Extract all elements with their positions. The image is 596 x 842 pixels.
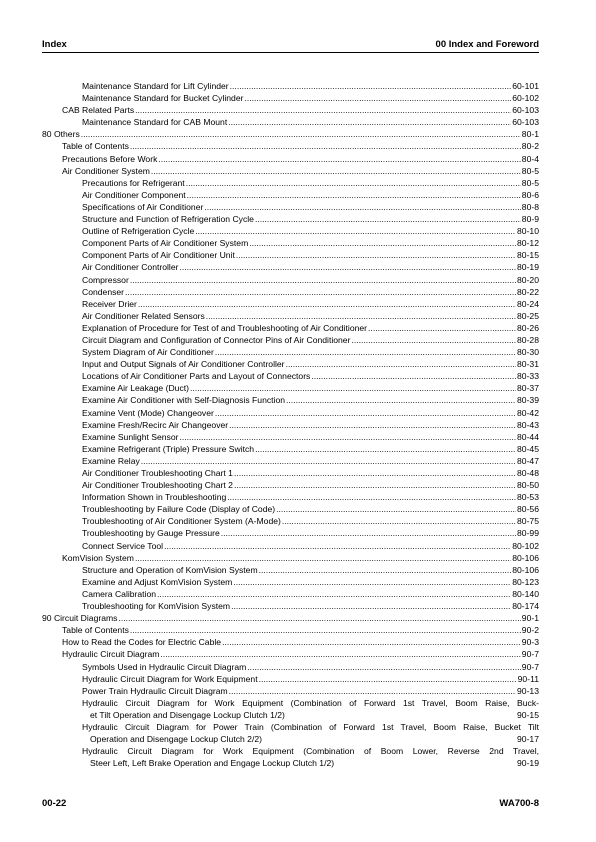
header-chapter-title: 00 Index and Foreword [435,39,539,50]
toc-entry-title: Component Parts of Air Conditioner System [82,238,249,249]
toc-entry-title-line2: Operation and Disengage Lockup Clutch 2/2) [90,734,262,745]
toc-entry-page: 80-47 [517,455,539,466]
dot-leader [215,346,516,358]
toc-entry-page: 80-6 [521,189,539,200]
toc-entry[interactable] [42,322,539,334]
toc-entry-title: Maintenance Standard for CAB Mount [82,117,228,128]
toc-entry-page: 80-123 [512,576,539,587]
toc-entry-title: Examine Vent (Mode) Changeover [82,407,214,418]
toc-entry[interactable] [42,685,539,697]
dot-leader [151,165,521,177]
dot-leader [228,116,511,128]
toc-entry-title: Air Conditioner Troubleshooting Chart 1 [82,468,233,478]
dot-leader [247,661,521,673]
toc-entry-title: Explanation of Procedure for Test of and Troubleshooting of Air Conditioner [82,322,368,333]
dot-leader [157,588,511,600]
toc-entry-page: 90-7 [521,661,539,672]
toc-entry-page: 80-43 [517,419,539,430]
dot-leader [282,515,516,527]
toc-entry[interactable] [42,612,539,624]
toc-entry-page: 80-39 [517,395,539,406]
toc-entry-title: Examine Refrigerant (Triple) Pressure Switch [82,443,255,454]
toc-entry[interactable] [42,455,539,467]
dot-leader [244,92,511,104]
toc-entry-title: Structure and Function of Refrigeration Cycle [82,214,254,225]
toc-entry-title: Precautions Before Work [62,153,158,164]
dot-leader [180,431,517,443]
toc-entry-page: 60-103 [512,105,539,116]
dot-leader [233,576,511,588]
toc-entry-page: 80-48 [517,468,539,478]
toc-entry[interactable] [42,128,539,140]
toc-entry-page: 80-5 [521,165,539,176]
header-section-title: Index [42,39,67,50]
dot-leader [221,527,516,539]
toc-entry-page: 80-12 [517,238,539,249]
dot-leader [234,479,516,491]
toc-entry-title: Circuit Diagram and Configuration of Connector Pins of Air Conditioner [82,334,351,345]
toc-entry[interactable] [42,407,539,419]
toc-entry[interactable] [42,104,539,116]
header-rule [42,52,539,53]
toc-entry[interactable] [42,298,539,310]
toc-entry-multiline[interactable] [42,745,539,769]
dot-leader [130,274,516,286]
toc-entry-page: 60-103 [512,117,539,128]
toc-entry-page: 80-50 [517,480,539,491]
toc-entry-title: Locations of Air Conditioner Parts and Layout of Connectors [82,371,311,382]
toc-entry[interactable] [42,165,539,177]
toc-entry-title: Troubleshooting of Air Conditioner System (A-Mode) [82,516,281,527]
toc-entry[interactable] [42,189,539,201]
toc-entry[interactable] [42,310,539,322]
toc-entry-title: Table of Contents [62,141,129,152]
toc-entry-title: Air Conditioner Troubleshooting Chart 2 [82,480,233,491]
dot-leader [255,443,516,455]
toc-entry-title: Structure and Operation of KomVision System [82,564,258,575]
toc-entry-title: Examine Air Leakage (Duct) [82,383,189,394]
dot-leader [259,564,512,576]
toc-entry-page: 80-106 [512,552,539,563]
toc-entry[interactable] [42,673,539,685]
toc-entry-title: Symbols Used in Hydraulic Circuit Diagram [82,661,247,672]
dot-leader [81,128,521,140]
dot-leader [222,636,521,648]
dot-leader [351,334,516,346]
dot-leader [286,358,516,370]
toc-entry-title: Air Conditioner System [62,165,150,176]
toc-entry-page: 80-1 [521,129,539,140]
toc-entry[interactable] [42,346,539,358]
dot-leader [160,648,520,660]
toc-entry-title-line2: Steer Left, Left Brake Operation and Engage Lockup Clutch 1/2) [90,758,335,769]
toc-entry[interactable] [42,153,539,165]
toc-entry-page: 80-22 [517,286,539,297]
toc-entry-title: Air Conditioner Controller [82,262,179,273]
dot-leader [130,140,521,152]
toc-entry-page: 80-99 [517,528,539,539]
toc-entry-title: KomVision System [62,552,134,563]
toc-entry-title: 90 Circuit Diagrams [42,613,118,624]
toc-entry-title: Information Shown in Troubleshooting [82,492,227,503]
toc-entry-page: 90-3 [521,637,539,648]
toc-entry[interactable] [42,80,539,92]
toc-entry-page: 80-102 [512,540,539,551]
toc-entry-title: Maintenance Standard for Lift Cylinder [82,81,229,91]
dot-leader [135,552,511,564]
toc-entry-page: 80-8 [521,201,539,212]
toc-entry[interactable] [42,225,539,237]
toc-entry-title: Hydraulic Circuit Diagram for Work Equipment [82,673,258,684]
dot-leader [286,394,516,406]
toc-entry[interactable] [42,92,539,104]
page-number: 00-22 [42,798,67,809]
toc-entry[interactable] [42,370,539,382]
toc-entry[interactable] [42,334,539,346]
toc-entry-page: 80-10 [517,226,539,237]
dot-leader [164,540,511,552]
toc-entry-title-line1: Hydraulic Circuit Diagram for Work Equipment (Combination of Forward 1st Travel, Boom Raise, Buck- [82,697,539,708]
toc-entry-title: CAB Related Parts [62,105,135,116]
toc-entry[interactable] [42,261,539,273]
toc-entry-page: 80-15 [517,250,539,261]
toc-entry-title: Condenser [82,286,125,297]
dot-leader [138,298,516,310]
toc-entry-page: 90-15 [517,709,539,720]
table-of-contents [42,80,539,769]
toc-entry-page: 90-7 [521,649,539,660]
toc-entry-title: Examine Sunlight Sensor [82,431,179,442]
toc-entry-title: Maintenance Standard for Bucket Cylinder [82,93,244,104]
toc-entry-page: 80-33 [517,371,539,382]
toc-entry-multiline[interactable] [42,697,539,721]
toc-entry-page: 80-30 [517,347,539,358]
page-footer [42,798,539,809]
toc-entry[interactable] [42,394,539,406]
toc-entry[interactable] [42,527,539,539]
toc-entry-page: 80-75 [517,516,539,527]
toc-entry-title: Air Conditioner Component [82,189,186,200]
toc-entry-title: How to Read the Codes for Electric Cable [62,637,222,648]
dot-leader [227,491,516,503]
toc-entry-title: Outline of Refrigeration Cycle [82,226,195,237]
toc-entry-page: 90-13 [517,685,539,696]
toc-entry[interactable] [42,213,539,225]
toc-entry-title: Connect Service Tool [82,540,164,551]
toc-entry-page: 80-2 [521,141,539,152]
toc-entry[interactable] [42,116,539,128]
dot-leader [195,225,516,237]
dot-leader [255,213,521,225]
toc-entry-page: 60-102 [512,93,539,104]
toc-entry-multiline[interactable] [42,721,539,745]
toc-entry-title: 80 Others [42,129,80,140]
toc-entry-page: 80-42 [517,407,539,418]
toc-entry-page: 80-56 [517,504,539,515]
toc-entry[interactable] [42,564,539,576]
toc-entry-page: 80-28 [517,334,539,345]
toc-entry-title: Troubleshooting by Gauge Pressure [82,528,220,539]
dot-leader [125,286,516,298]
toc-entry-title: Examine and Adjust KomVision System [82,576,233,587]
toc-entry-title: Component Parts of Air Conditioner Unit [82,250,235,261]
toc-entry[interactable] [42,588,539,600]
toc-entry-page: 80-19 [517,262,539,273]
toc-entry[interactable] [42,661,539,673]
toc-entry[interactable] [42,648,539,660]
toc-entry-page: 80-44 [517,431,539,442]
toc-entry[interactable] [42,576,539,588]
dot-leader [249,237,516,249]
toc-entry-page: 80-24 [517,298,539,309]
dot-leader [230,80,512,92]
dot-leader [118,612,520,624]
dot-leader [259,673,517,685]
toc-entry-title: Examine Relay [82,455,140,466]
dot-leader [234,467,516,479]
toc-entry[interactable] [42,443,539,455]
dot-leader [368,322,516,334]
toc-entry-page: 90-2 [521,625,539,636]
toc-entry-page: 90-11 [517,673,539,684]
toc-entry[interactable] [42,419,539,431]
toc-entry-title: Specifications of Air Conditioner [82,201,204,212]
toc-entry[interactable] [42,249,539,261]
dot-leader [179,261,516,273]
toc-entry-page: 80-26 [517,322,539,333]
toc-entry-page: 80-53 [517,492,539,503]
toc-entry[interactable] [42,636,539,648]
toc-entry-title-line2: et Tilt Operation and Disengage Lockup Clutch 1/2) [90,709,285,720]
toc-entry-page: 80-37 [517,383,539,394]
toc-entry-page: 90-19 [517,758,539,769]
dot-leader [141,455,516,467]
toc-entry[interactable] [42,624,539,636]
toc-entry[interactable] [42,503,539,515]
toc-entry[interactable] [42,201,539,213]
dot-leader [276,503,516,515]
toc-entry-page: 90-17 [517,734,539,745]
toc-entry-page: 60-101 [512,81,539,91]
dot-leader [187,189,521,201]
toc-entry[interactable] [42,600,539,612]
toc-entry-title: Input and Output Signals of Air Conditioner Controller [82,359,285,370]
toc-entry-title: Camera Calibration [82,588,157,599]
toc-entry[interactable] [42,382,539,394]
page-header [42,36,539,50]
toc-entry[interactable] [42,491,539,503]
toc-entry[interactable] [42,286,539,298]
toc-entry[interactable] [42,467,539,479]
toc-entry-page: 80-20 [517,274,539,285]
toc-entry[interactable] [42,552,539,564]
toc-entry-title: Power Train Hydraulic Circuit Diagram [82,685,228,696]
toc-entry[interactable] [42,358,539,370]
toc-entry-title-line1: Hydraulic Circuit Diagram for Power Train (Combination of Forward 1st Travel, Boom Raise, Bucket Tilt [82,721,539,732]
dot-leader [204,201,520,213]
toc-entry-title: Receiver Drier [82,298,137,309]
toc-entry-page: 80-140 [512,588,539,599]
dot-leader [190,382,516,394]
toc-entry-page: 80-45 [517,443,539,454]
dot-leader [130,624,521,636]
dot-leader [186,177,521,189]
dot-leader [229,419,516,431]
toc-entry-title: Air Conditioner Related Sensors [82,310,205,321]
toc-entry-title: Hydraulic Circuit Diagram [62,649,160,660]
toc-entry-page: 80-9 [521,214,539,225]
toc-entry-page: 90-1 [521,613,539,624]
toc-entry-page: 80-25 [517,310,539,321]
dot-leader [231,600,511,612]
toc-entry-title-line1: Hydraulic Circuit Diagram for Work Equipment (Combination of Boom Lower, Reverse 2nd Travel, [82,746,539,757]
toc-entry-page: 80-5 [521,177,539,188]
toc-entry-title: Examine Air Conditioner with Self-Diagnosis Function [82,395,286,406]
dot-leader [311,370,516,382]
toc-entry-page: 80-31 [517,359,539,370]
toc-entry[interactable] [42,540,539,552]
toc-entry-title: Table of Contents [62,625,129,636]
toc-entry-page: 80-106 [512,564,539,575]
toc-entry[interactable] [42,177,539,189]
dot-leader [135,104,511,116]
toc-entry-title: Troubleshooting by Failure Code (Display of Code) [82,504,276,515]
toc-entry[interactable] [42,140,539,152]
toc-entry-page: 80-4 [521,153,539,164]
toc-entry-title: Troubleshooting for KomVision System [82,601,231,612]
toc-entry-title: Compressor [82,274,129,285]
dot-leader [158,153,520,165]
toc-entry[interactable] [42,479,539,491]
toc-entry-page: 80-174 [512,601,539,612]
dot-leader [229,685,516,697]
toc-entry[interactable] [42,274,539,286]
toc-entry[interactable] [42,431,539,443]
toc-entry[interactable] [42,515,539,527]
dot-leader [236,249,516,261]
dot-leader [206,310,516,322]
dot-leader [215,407,516,419]
toc-entry-title: Examine Fresh/Recirc Air Changeover [82,419,229,430]
toc-entry-title: System Diagram of Air Conditioner [82,347,214,358]
model-number: WA700-8 [499,798,539,809]
toc-entry[interactable] [42,237,539,249]
toc-entry-title: Precautions for Refrigerant [82,177,185,188]
